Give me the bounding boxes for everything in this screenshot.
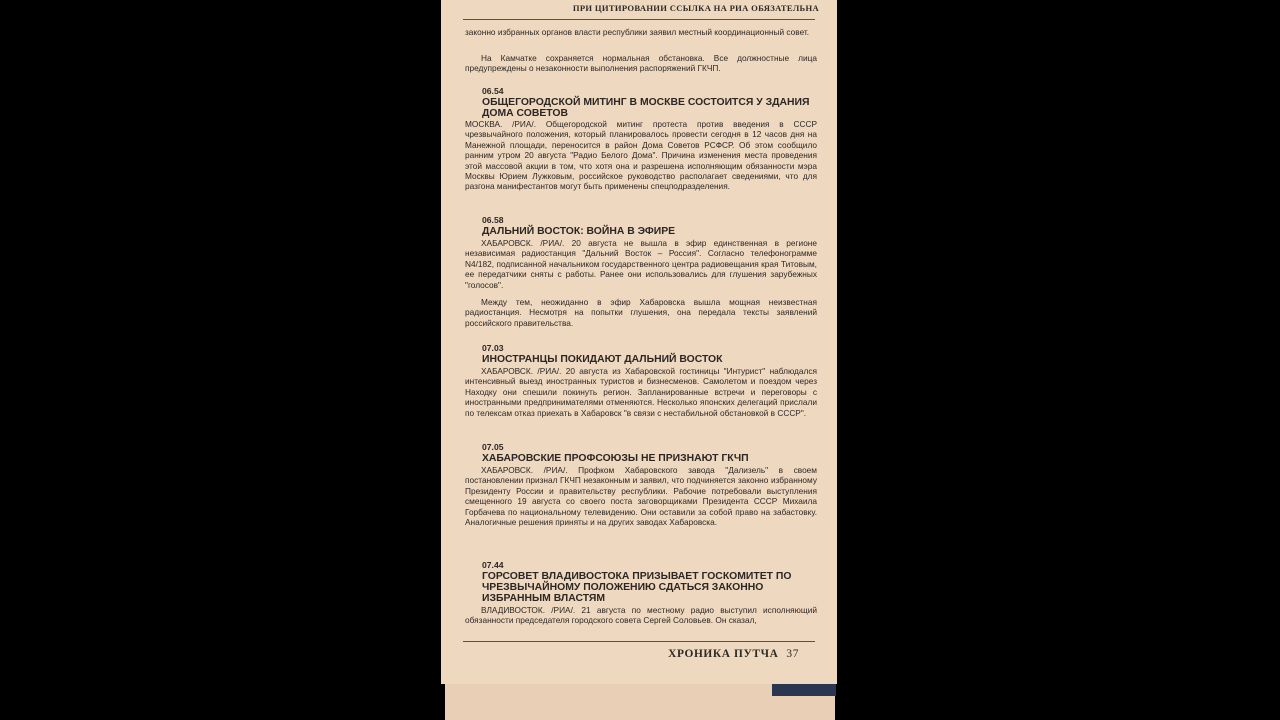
article-time: 07.44 <box>482 560 504 570</box>
book-cover-edge <box>772 684 836 696</box>
article-body: ХАБАРОВСК. /РИА/. 20 августа из Хабаровской гостиницы "Интурист" наблюдался интенсивный выезд иностранных туристов и бизнесменов. Самолетом и поездом через Находку они спешили покинуть регион. Запланированные встречи и переговоры с иностранными предпринимателями отменяются. Несколько японских делегаций прислали по телексам отказ приехать в Хабаровск "в связи с нестабильной обстановкой в СССР". <box>465 366 817 418</box>
intro-paragraph-1: законно избранных органов власти республики заявил местный координационный совет. <box>465 27 810 37</box>
footer-rule <box>463 641 815 642</box>
article-body: ХАБАРОВСК. /РИА/. 20 августа не вышла в эфир единственная в регионе независимая радиостанция "Дальний Восток – Россия". Согласно телефонограмме N4/182, подписанной начальником государственного центра радиовещания края Титовым, ее передатчики сняты с работы. Ранее они использовались для глушения зарубежных "голосов". <box>465 238 817 290</box>
article-body-continued: Между тем, неожиданно в эфир Хабаровска вышла мощная неизвестная радиостанция. Несмотря на попытки глушения, она передала тексты заявлений российского правительства. <box>465 297 817 328</box>
article-time: 07.05 <box>482 442 504 452</box>
running-header: ПРИ ЦИТИРОВАНИИ ССЫЛКА НА РИА ОБЯЗАТЕЛЬНА <box>572 3 819 13</box>
article-time: 06.58 <box>482 215 504 225</box>
article-body: ХАБАРОВСК. /РИА/. Профком Хабаровского завода "Дализель" в своем постановлении признал ГКЧП незаконным и заявил, что подчиняется законно избранному Президенту России и правительству республики. Рабочие потребовали выступления смещенного 19 августа со своего поста заговорщиками Президента СССР Михаила Горбачева по национальному телевидению. Они оставили за собой право на забастовку. Аналогичные решения приняты и на других заводах Хабаровска. <box>465 465 817 528</box>
intro-paragraph-2: На Камчатке сохраняется нормальная обстановка. Все должностные лица предупреждены о незаконности выполнения распоряжений ГКЧП. <box>465 53 817 74</box>
article-body: МОСКВА. /РИА/. Общегородской митинг протеста против введения в СССР чрезвычайного положения, который планировалось провести сегодня в 12 часов дня на Манежной площади, переносится в район Дома Советов РСФСР. Об этом сообщило ранним утром 20 августа "Радио Белого Дома". Причина изменения места проведения этой массовой акции в том, что хотя она и разрешена исполняющим обязанности мэра Москвы Юрием Лужковым, российское руководство располагает сведениями, что для разгона манифестантов могут быть применены спецподразделения. <box>465 119 817 192</box>
article-time: 06.54 <box>482 86 504 96</box>
article-headline: ХАБАРОВСКИЕ ПРОФСОЮЗЫ НЕ ПРИЗНАЮТ ГКЧП <box>482 453 749 464</box>
running-footer <box>668 648 799 660</box>
header-rule <box>463 19 815 20</box>
article-headline: ИНОСТРАНЦЫ ПОКИДАЮТ ДАЛЬНИЙ ВОСТОК <box>482 354 723 365</box>
book-title: ХРОНИКА ПУТЧА <box>668 648 779 660</box>
article-headline: ОБЩЕГОРОДСКОЙ МИТИНГ В МОСКВЕ СОСТОИТСЯ У ЗДАНИЯ ДОМА СОВЕТОВ <box>482 97 810 120</box>
article-time: 07.03 <box>482 343 504 353</box>
page-number: 37 <box>786 648 799 660</box>
book-page <box>441 0 837 684</box>
article-headline: ДАЛЬНИЙ ВОСТОК: ВОЙНА В ЭФИРЕ <box>482 226 676 237</box>
article-headline: ГОРСОВЕТ ВЛАДИВОСТОКА ПРИЗЫВАЕТ ГОСКОМИТЕТ ПО ЧРЕЗВЫЧАЙНОМУ ПОЛОЖЕНИЮ СДАТЬСЯ ЗАКОННО ИЗБРАННЫМ ВЛАСТЯМ <box>482 571 792 605</box>
article-body: ВЛАДИВОСТОК. /РИА/. 21 августа по местному радио выступил исполняющий обязанности председателя городского совета Сергей Соловьев. Он сказал, <box>465 605 817 626</box>
